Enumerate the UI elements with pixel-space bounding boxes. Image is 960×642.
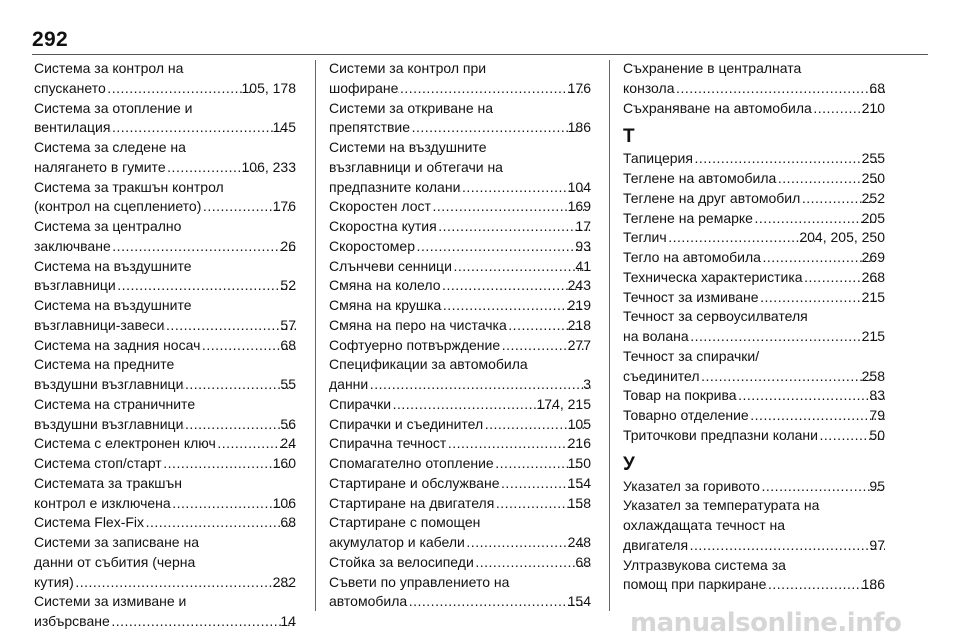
index-entry-line [34,118,296,138]
index-page-ref: 215 [861,328,885,344]
index-entry [329,276,591,296]
dot-leader [675,79,886,99]
dot-leader [391,395,552,415]
index-entry-line [329,454,591,474]
dot-leader [766,575,877,595]
dot-leader [737,386,885,406]
index-entry-text: Техническа характеристика [623,268,803,285]
index-page-ref: 150 [567,455,591,471]
index-entry-line [329,592,591,612]
index-entry-text: Течност за спирачки/ [623,347,760,364]
index-entry-text: Съхранение в централната [623,60,802,76]
index-entry-text: конзола [623,79,675,96]
index-page-ref: 158 [567,494,591,511]
index-entry [329,355,591,395]
index-entry [34,355,296,395]
index-entry-text: налягането в гумите [34,158,166,175]
index-entry-text: Смяна на перо на чистачка [329,316,507,333]
index-entry-text: Система стоп/старт [34,455,162,471]
index-entry-text: Смяна на крушка [329,297,442,313]
index-entry-line [329,434,591,454]
index-entry-text: Система на въздушните [34,297,192,313]
index-entry-text: Указател за горивото [623,477,760,494]
dot-leader [441,276,584,296]
index-entry [623,288,885,308]
index-entry [329,434,591,454]
index-page-ref: 205 [861,209,885,226]
column-divider [315,60,316,611]
index-entry-text: Спомагателно отопление [329,455,494,471]
dot-leader [700,367,878,387]
index-entry [34,395,296,435]
index-entry-line: възглавници ..... 52 [50,276,296,296]
index-page-ref: 176 [272,198,296,215]
index-entry [34,533,296,592]
index-entry [623,99,885,119]
index-entry-line [329,336,591,356]
dot-leader [667,228,816,248]
index-entry-line [623,209,885,229]
dot-leader [110,612,296,632]
index-entry-line: Система Flex-Fix ..... 68 [50,513,296,533]
dot-leader [437,217,591,237]
index-entry-text: Слънчеви сенници [329,257,452,274]
index-entry-line [329,118,591,138]
index-entry-text: Система на предните [34,356,175,373]
index-entry-text: Система на страничните [34,395,196,412]
index-entry-line [329,533,591,553]
index-entry [623,169,885,189]
index-entry-line: Стойка за велосипеди ..... 68 [345,553,591,573]
index-column-1 [34,59,296,632]
index-entry-line [623,149,885,169]
dot-leader [171,494,289,514]
index-entry-line [34,158,296,178]
index-entry-text: Система за централно [34,218,182,234]
index-entry-text: на волана [623,328,689,344]
index-entry-line: Товар на покрива ..... 83 [639,386,885,406]
index-column-2 [329,59,591,612]
index-entry [623,189,885,209]
index-entry [329,59,591,99]
index-page-ref: 268 [861,268,885,285]
index-entry-line [623,189,885,209]
index-entry-text: Системи на въздушните [329,139,487,155]
index-entry-text: Теглич [623,229,667,246]
index-page-ref: 252 [861,189,885,206]
index-entry-line [34,494,296,514]
index-entry-text: Скоростомер [329,237,415,254]
dot-leader [368,375,591,395]
header-rule [32,54,928,55]
index-entry-text: Системи за измиване и [34,593,187,610]
index-entry-text: Системи за контрол при [329,60,487,76]
index-entry [329,494,591,514]
index-entry [623,347,885,387]
index-entry-text: Съвети по управлението на [329,573,510,590]
index-entry-text: данни [329,376,369,392]
index-page-ref: 176 [567,79,591,96]
dot-leader [162,454,289,474]
index-entry-text: акумулатор и кабели [329,534,465,550]
index-page-ref: 250 [861,170,885,186]
index-entry-line: заключване ..... 26 [50,237,296,257]
index-entry-text: Теглене на друг автомобил [623,189,801,206]
dot-leader [410,118,584,138]
index-entry-text: Софтуерно потвърждение [329,336,501,353]
index-entry [329,573,591,613]
index-entry-text: препятствие [329,119,411,136]
index-entry-line [34,197,296,217]
index-entry-text: въздушни възглавници [34,415,184,432]
index-entry-line [623,169,885,189]
index-entry [623,386,885,406]
index-entry [623,307,885,347]
dot-leader [407,592,583,612]
index-entry [623,426,885,446]
index-entry [623,556,885,596]
index-entry-line [623,248,885,268]
index-column-3 [623,59,885,595]
page-number: 292 [32,28,68,51]
dot-leader [183,375,296,395]
index-page-ref: 186 [567,119,591,136]
index-entry-text: Спирачки [329,395,392,412]
index-entry-text: контрол е изключена [34,494,171,511]
index-entry-line [623,228,885,248]
dot-leader [465,533,584,553]
index-entry-text: Стойка за велосипеди [329,553,474,570]
dot-leader [111,237,296,257]
index-entry-line: Скоростна кутия ..... 17 [345,217,591,237]
index-entry-text: Система Flex-Fix [34,514,145,531]
index-entry [34,217,296,257]
index-entry-text: Съхраняване на автомобила [623,99,812,116]
index-entry-line: въздушни възглавници ..... 56 [50,415,296,435]
index-entry-text: Товарно отделение [623,407,749,423]
index-entry-text: Системата за тракшън [34,474,182,491]
index-entry-text: Спирачки и съединител [329,415,484,432]
index-entry-line [329,494,591,514]
index-entry-text: охлаждащата течност на [623,517,786,533]
column-divider [609,60,610,611]
index-entry-text: Тегло на автомобила [623,249,761,265]
index-entry [623,248,885,268]
dot-leader [110,118,288,138]
index-entry-line: двигателя ..... 97 [639,536,885,556]
index-entry-text: кутия) [34,573,74,590]
index-entry-text: Течност за сервоусилвателя [623,308,808,325]
index-page-ref: 248 [567,534,591,550]
dot-leader [116,276,296,296]
index-entry-text: въздушни възглавници [34,376,184,392]
dot-leader [144,513,296,533]
index-entry-text: Система за следене на [34,139,186,155]
index-entry-text: вентилация [34,119,111,136]
index-entry [623,268,885,288]
index-entry-line: данни ..... 3 [345,375,591,395]
index-entry-line: избърсване ..... 14 [50,612,296,632]
index-entry [329,217,591,237]
index-entry-line [623,367,885,387]
index-entry-line [329,474,591,494]
index-entry [34,336,296,356]
index-entry-line [623,268,885,288]
index-page-ref: 145 [272,119,296,136]
dot-leader [106,79,258,99]
index-entry-line: Триточкови предпазни колани ..... 50 [639,426,885,446]
index-entry-text: Спецификации за автомобила [329,356,528,373]
index-page-ref: 218 [567,316,591,333]
index-entry-line [623,288,885,308]
index-entry-text: Система за тракшън контрол [34,178,224,195]
dot-leader [749,406,885,426]
index-entry-text: данни от събития (черна [34,553,196,570]
index-entry [329,316,591,336]
index-entry [329,474,591,494]
index-page-ref: 269 [861,249,885,265]
index-entry-line [329,316,591,336]
index-entry-line: Скоростомер ..... 93 [345,237,591,257]
index-entry-line [329,296,591,316]
index-entry [623,209,885,229]
index-entry-line [329,395,591,415]
index-entry [34,434,296,454]
index-entry-text: Тапицерия [623,150,693,167]
dot-leader [452,257,591,277]
index-entry-line: конзола ..... 68 [639,79,885,99]
index-entry-text: Указател за температурата на [623,497,820,514]
dot-leader [760,477,885,497]
dot-leader [759,288,878,308]
index-entry-line: Указател за горивото ..... 95 [639,477,885,497]
index-entry [34,592,296,632]
index-page-ref: 204, 205, 250 [799,229,885,246]
index-entry-text: възглавници и обтегачи на [329,158,503,175]
index-entry [329,336,591,356]
index-entry-text: Система за контрол на [34,60,184,76]
index-entry-text: Стартиране на двигателя [329,494,495,511]
index-entry-text: Товар на покрива [623,387,737,404]
index-page-ref: 277 [567,336,591,353]
index-entry [623,228,885,248]
index-entry [329,138,591,197]
index-entry-text: Стартиране и обслужване [329,474,500,491]
index-entry-text: Теглене на автомобила [623,170,777,186]
index-page-ref: 210 [861,99,885,116]
index-entry-text: Спирачна течност [329,435,447,452]
index-entry [34,138,296,178]
index-page-ref: 216 [567,435,591,452]
index-entry [34,513,296,533]
index-entry-line [34,79,296,99]
index-entry-text: съединител [623,367,700,384]
index-entry-text: Скоростна кутия [329,218,437,234]
index-entry [329,99,591,139]
index-page-ref: 169 [567,198,591,215]
dot-leader [415,237,591,257]
index-entry-text: двигателя [623,536,689,553]
dot-leader [431,197,584,217]
index-letter-heading: У [623,453,635,475]
dot-leader [753,209,878,229]
index-entry-line: Система с електронен ключ ..... 24 [50,434,296,454]
index-page-ref: 104 [567,178,591,195]
index-entry [623,59,885,99]
index-entry-line [623,99,885,119]
index-page-ref: 106, 233 [241,158,296,175]
dot-leader [441,296,583,316]
index-entry-text: Стартиране с помощен [329,514,481,531]
index-entry-text: (контрол на сцеплението) [34,198,202,215]
watermark: manualsonline.info [630,608,902,638]
index-entry [34,59,296,99]
dot-leader [689,327,878,347]
index-entry [34,257,296,297]
index-page-ref: 154 [567,593,591,610]
index-entry-text: Смяна на колело [329,277,441,294]
index-page-ref: 282 [272,573,296,590]
index-entry-text: спускането [34,79,106,96]
dot-leader [183,415,296,435]
dot-leader [474,553,591,573]
index-entry [329,415,591,435]
index-entry-text: Ултразвукова система за [623,556,786,573]
index-entry-text: избърсване [34,613,110,629]
index-entry [34,99,296,139]
index-entry-line [329,79,591,99]
index-entry-text: предпазните колани [329,178,461,195]
index-page-ref: 105, 178 [241,79,296,96]
index-entry-text: помощ при паркиране [623,576,767,593]
dot-leader [74,573,289,593]
dot-leader [398,79,583,99]
index-entry-text: Система с електронен ключ [34,435,216,452]
index-entry-line [329,178,591,198]
index-page-ref: 258 [861,367,885,384]
index-page-ref: 215 [861,288,885,305]
dot-leader [446,434,583,454]
index-entry [329,454,591,474]
index-entry-text: Системи за записване на [34,534,199,550]
index-entry [34,474,296,514]
index-entry [623,477,885,497]
index-entry [34,296,296,336]
index-entry-text: възглавници-завеси [34,316,165,333]
index-page-ref: 105 [567,415,591,432]
index-entry-line [623,575,885,595]
index-entry-text: Течност за измиване [623,288,759,305]
index-entry-text: Системи за откриване на [329,99,494,116]
dot-leader [460,178,583,198]
index-entry [623,406,885,426]
index-entry [329,257,591,277]
index-entry [329,513,591,553]
index-entry-line: Товарно отделение ..... 79 [639,406,885,426]
index-entry-line [623,327,885,347]
dot-leader [164,316,296,336]
index-entry [34,454,296,474]
index-entry-text: автомобила [329,593,408,610]
index-entry-line: Слънчеви сенници ..... 41 [345,257,591,277]
index-page-ref: 255 [861,150,885,167]
index-entry-text: Система на задния носач [34,336,201,353]
index-entry-line [329,276,591,296]
index-entry [623,149,885,169]
index-page-ref: 186 [861,576,885,593]
index-entry-line: Система на задния носач ..... 68 [50,336,296,356]
index-entry-text: Скоростен лост [329,198,431,215]
index-page-ref: 219 [567,297,591,313]
index-entry-text: заключване [34,237,111,254]
index-entry-text: Теглене на ремарке [623,209,753,226]
dot-leader [688,536,885,556]
index-entry [329,395,591,415]
index-entry-line: възглавници-завеси ..... 57 [50,316,296,336]
dot-leader [761,248,878,268]
index-entry-text: Система за отопление и [34,99,193,116]
index-entry-text: шофиране [329,79,399,96]
index-letter-heading: Т [623,126,635,148]
index-entry [329,197,591,217]
index-entry [623,496,885,555]
index-entry [329,296,591,316]
index-entry-line [329,197,591,217]
index-page-ref: 160 [272,455,296,471]
index-entry-text: възглавници [34,277,116,294]
index-entry [329,237,591,257]
index-entry-line [329,415,591,435]
index-page-ref: 106 [272,494,296,511]
index-entry-line [34,454,296,474]
index-entry-text: Система на въздушните [34,257,192,274]
index-page-ref: 154 [567,474,591,491]
dot-leader [693,149,878,169]
index-entry [329,553,591,573]
index-entry [34,178,296,218]
index-page-ref: 243 [567,277,591,294]
index-entry-line: въздушни възглавници ..... 55 [50,375,296,395]
index-entry-text: Триточкови предпазни колани [623,426,818,443]
index-entry-line [34,573,296,593]
index-page-ref: 174, 215 [536,395,591,412]
